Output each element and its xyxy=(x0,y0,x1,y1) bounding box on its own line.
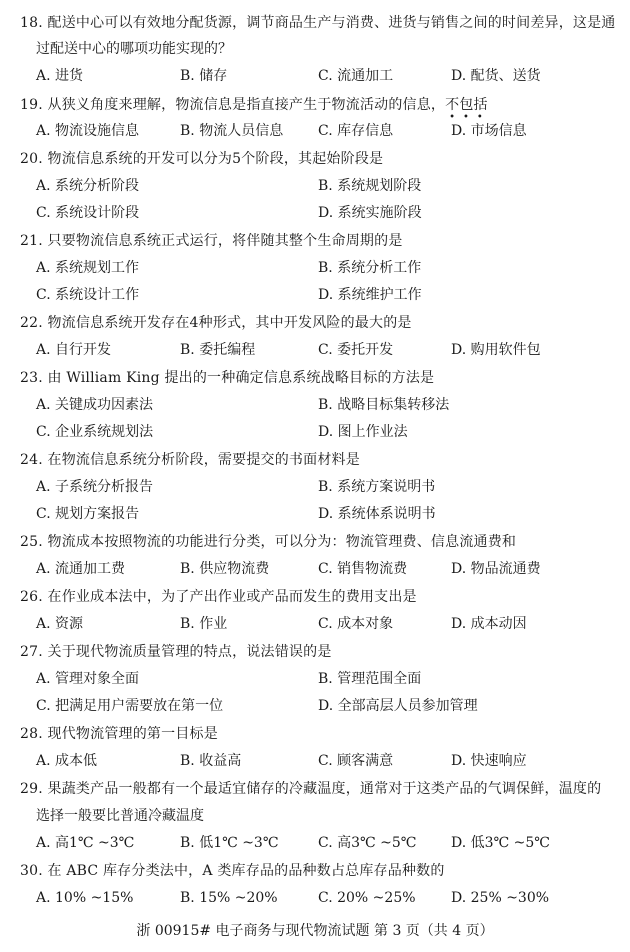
question-18-stem-cont: 过配送中心的哪项功能实现的？ xyxy=(36,41,232,57)
question-23-options-row2 xyxy=(36,423,616,441)
q21-option-d: D. 系统维护工作 xyxy=(318,287,422,303)
q19-option-d: D. 市场信息 xyxy=(451,123,527,139)
q30-option-c: C. 20% ~25% xyxy=(318,890,416,906)
question-22-stem: 22. 物流信息系统开发存在4种形式，其中开发风险的最大的是 xyxy=(20,315,412,331)
question-21-options-row1 xyxy=(36,259,616,277)
question-23-stem: 23. 由 William King 提出的一种确定信息系统战略目标的方法是 xyxy=(20,370,435,386)
q30-option-d: D. 25% ~30% xyxy=(451,890,550,906)
question-19-emphasis-text: 不包括 xyxy=(445,97,488,113)
q30-option-a: A. 10% ~15% xyxy=(36,890,134,906)
q30-option-b: B. 15% ~20% xyxy=(180,890,278,906)
q29-option-c: C. 高3℃ ~5℃ xyxy=(318,835,417,851)
q28-option-c: C. 顾客满意 xyxy=(318,753,394,769)
question-20-options-row1 xyxy=(36,177,616,195)
q20-option-c: C. 系统设计阶段 xyxy=(36,205,140,221)
q21-option-a: A. 系统规划工作 xyxy=(36,260,140,276)
q25-option-d: D. 物品流通费 xyxy=(451,561,541,577)
question-18-stem: 18. 配送中心可以有效地分配货源，调节商品生产与消费、进货与销售之间的时间差异，这是通 xyxy=(20,15,616,31)
question-24-options-row2 xyxy=(36,505,616,523)
q23-option-d: D. 图上作业法 xyxy=(318,424,408,440)
question-25-stem: 25. 物流成本按照物流的功能进行分类，可以分为：物流管理费、信息流通费和 xyxy=(20,534,517,550)
q22-option-b: B. 委托编程 xyxy=(180,342,256,358)
q27-option-c: C. 把满足用户需要放在第一位 xyxy=(36,698,224,714)
question-22-options xyxy=(36,341,616,359)
question-23-options-row1 xyxy=(36,396,616,414)
q18-option-c: C. 流通加工 xyxy=(318,68,394,84)
q28-option-b: B. 收益高 xyxy=(180,753,242,769)
q29-option-a: A. 高1℃ ~3℃ xyxy=(36,835,135,851)
q20-option-b: B. 系统规划阶段 xyxy=(318,178,422,194)
emphasis-dots: ••• xyxy=(449,112,491,123)
q25-option-a: A. 流通加工费 xyxy=(36,561,126,577)
q29-option-b: B. 低1℃ ~3℃ xyxy=(180,835,279,851)
q20-option-d: D. 系统实施阶段 xyxy=(318,205,422,221)
question-26-options xyxy=(36,615,616,633)
q23-option-b: B. 战略目标集转移法 xyxy=(318,397,450,413)
question-19-options xyxy=(36,122,616,140)
q18-option-d: D. 配货、送货 xyxy=(451,68,541,84)
q29-option-d: D. 低3℃ ~5℃ xyxy=(451,835,550,851)
q28-option-d: D. 快速响应 xyxy=(451,753,527,769)
question-19-stem-text: 19. 从狭义角度来理解，物流信息是指直接产生于物流活动的信息， xyxy=(20,97,446,113)
question-25-options xyxy=(36,560,616,578)
q26-option-c: C. 成本对象 xyxy=(318,616,394,632)
q23-option-c: C. 企业系统规划法 xyxy=(36,424,154,440)
q25-option-c: C. 销售物流费 xyxy=(318,561,408,577)
question-21-options-row2 xyxy=(36,286,616,304)
question-29-stem-cont: 选择一般要比普通冷藏温度 xyxy=(36,808,204,824)
question-27-stem: 27. 关于现代物流质量管理的特点，说法错误的是 xyxy=(20,644,332,660)
q26-option-b: B. 作业 xyxy=(180,616,228,632)
question-26-stem: 26. 在作业成本法中，为了产出作业或产品而发生的费用支出是 xyxy=(20,589,417,605)
q21-option-b: B. 系统分析工作 xyxy=(318,260,422,276)
question-29-stem: 29. 果蔬类产品一般都有一个最适宜储存的冷藏温度，通常对于这类产品的气调保鲜，温度的 xyxy=(20,781,602,797)
q19-option-c: C. 库存信息 xyxy=(318,123,394,139)
question-24-options-row1 xyxy=(36,478,616,496)
q23-option-a: A. 关键成功因素法 xyxy=(36,397,154,413)
q21-option-c: C. 系统设计工作 xyxy=(36,287,140,303)
q22-option-c: C. 委托开发 xyxy=(318,342,394,358)
q22-option-d: D. 购用软件包 xyxy=(451,342,541,358)
question-21-stem: 21. 只要物流信息系统正式运行，将伴随其整个生命周期的是 xyxy=(20,233,403,249)
question-20-stem: 20. 物流信息系统的开发可以分为5个阶段，其起始阶段是 xyxy=(20,151,384,167)
q24-option-b: B. 系统方案说明书 xyxy=(318,479,436,495)
question-29-options xyxy=(36,834,616,852)
q20-option-a: A. 系统分析阶段 xyxy=(36,178,140,194)
question-20-options-row2 xyxy=(36,204,616,222)
q27-option-b: B. 管理范围全面 xyxy=(318,671,422,687)
page-footer: 浙 00915# 电子商务与现代物流试题 第 3 页（共 4 页） xyxy=(136,923,494,939)
q26-option-d: D. 成本动因 xyxy=(451,616,527,632)
q18-option-a: A. 进货 xyxy=(36,68,84,84)
question-19-stem xyxy=(20,96,620,123)
question-30-options xyxy=(36,889,616,907)
q27-option-d: D. 全部高层人员参加管理 xyxy=(318,698,478,714)
question-28-stem: 28. 现代物流管理的第一目标是 xyxy=(20,726,218,742)
q24-option-a: A. 子系统分析报告 xyxy=(36,479,154,495)
q25-option-b: B. 供应物流费 xyxy=(180,561,270,577)
q26-option-a: A. 资源 xyxy=(36,616,84,632)
q27-option-a: A. 管理对象全面 xyxy=(36,671,140,687)
question-24-stem: 24. 在物流信息系统分析阶段，需要提交的书面材料是 xyxy=(20,452,360,468)
q24-option-d: D. 系统体系说明书 xyxy=(318,506,436,522)
q24-option-c: C. 规划方案报告 xyxy=(36,506,140,522)
q19-option-b: B. 物流人员信息 xyxy=(180,123,284,139)
q19-option-a: A. 物流设施信息 xyxy=(36,123,140,139)
q18-option-b: B. 储存 xyxy=(180,68,228,84)
q28-option-a: A. 成本低 xyxy=(36,753,98,769)
question-27-options-row2 xyxy=(36,697,616,715)
question-30-stem: 30. 在 ABC 库存分类法中，A 类库存品的品种数占总库存品种数的 xyxy=(20,863,445,879)
question-19-emphasis xyxy=(445,97,491,123)
question-27-options-row1 xyxy=(36,670,616,688)
question-18-options xyxy=(36,67,616,85)
q22-option-a: A. 自行开发 xyxy=(36,342,112,358)
question-28-options xyxy=(36,752,616,770)
